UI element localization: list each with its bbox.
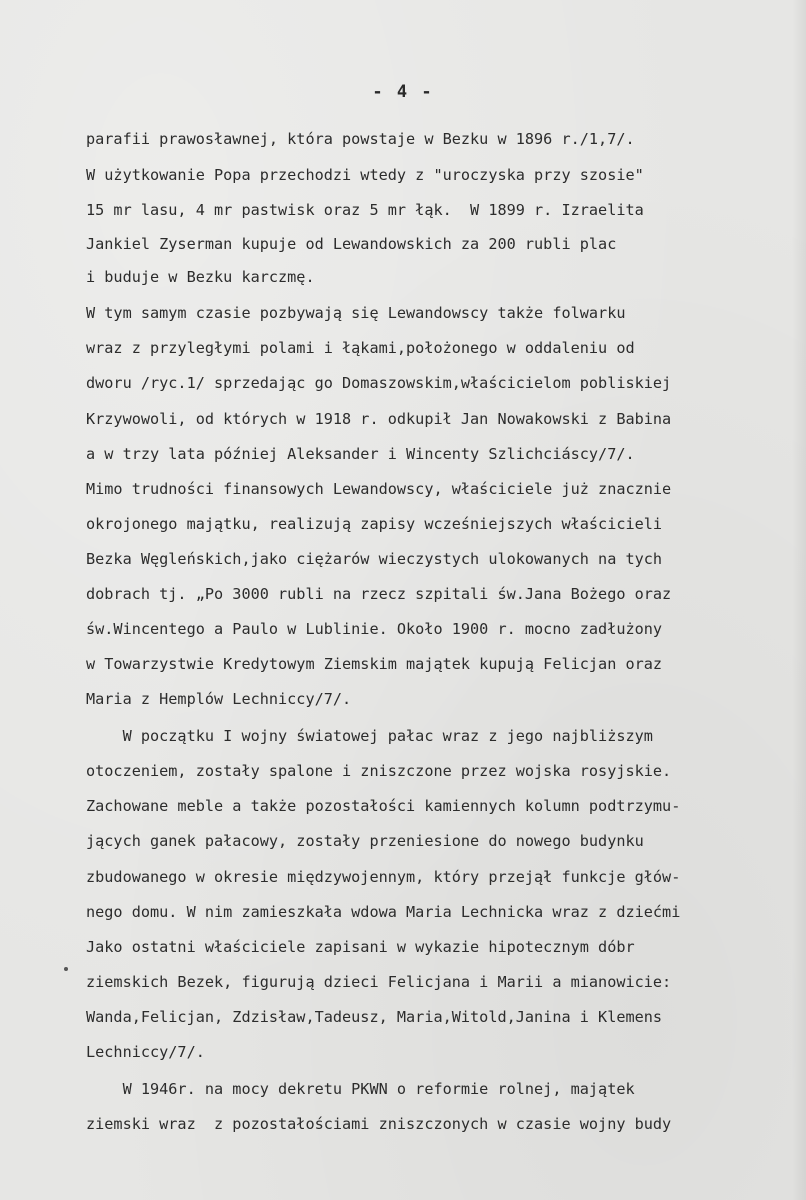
text-line-21: jących ganek pałacowy, zostały przeniesione do nowego budynku bbox=[86, 832, 644, 850]
text-line-7: wraz z przyległymi polami i łąkami,położonego w oddaleniu od bbox=[86, 339, 635, 357]
text-line-16: w Towarzystwie Kredytowym Ziemskim majątek kupują Felicjan oraz bbox=[86, 655, 663, 673]
text-line-8: dworu /ryc.1/ sprzedając go Domaszowskim,właścicielom pobliskiej bbox=[86, 374, 672, 392]
text-line-10: a w trzy lata później Aleksander i Wincenty Szlichciáscy/7/. bbox=[86, 445, 635, 463]
text-line-2: W użytkowanie Popa przechodzi wtedy z "uroczyska przy szosie" bbox=[86, 166, 644, 184]
text-line-18: W początku I wojny światowej pałac wraz z jego najbliższym bbox=[86, 727, 653, 745]
text-line-28: W 1946r. na mocy dekretu PKWN o reformie rolnej, majątek bbox=[86, 1080, 635, 1098]
text-line-17: Maria z Hemplów Lechniccy/7/. bbox=[86, 690, 352, 708]
text-line-20: Zachowane meble a także pozostałości kamiennych kolumn podtrzymu- bbox=[86, 797, 681, 815]
text-line-13: Bezka Węgleńskich,jako ciężarów wieczystych ulokowanych na tych bbox=[86, 550, 663, 568]
text-line-6: W tym samym czasie pozbywają się Lewandowscy także folwarku bbox=[86, 304, 626, 322]
text-line-22: zbudowanego w okresie międzywojennym, który przejął funkcje głów- bbox=[86, 868, 681, 886]
page-number: - 4 - bbox=[372, 82, 434, 102]
margin-dot-mark bbox=[64, 967, 68, 971]
text-line-26: Wanda,Felicjan, Zdzisław,Tadeusz, Maria,Witold,Janina i Klemens bbox=[86, 1008, 663, 1026]
text-line-11: Mimo trudności finansowych Lewandowscy, właściciele już znacznie bbox=[86, 480, 672, 498]
text-line-4: Jankiel Zyserman kupuje od Lewandowskich za 200 rubli plac bbox=[86, 235, 617, 253]
text-line-19: otoczeniem, zostały spalone i zniszczone przez wojska rosyjskie. bbox=[86, 762, 672, 780]
text-line-9: Krzywowoli, od których w 1918 r. odkupił Jan Nowakowski z Babina bbox=[86, 410, 672, 428]
text-line-14: dobrach tj. „Po 3000 rubli na rzecz szpitali św.Jana Bożego oraz bbox=[86, 585, 672, 603]
text-line-15: św.Wincentego a Paulo w Lublinie. Około 1900 r. mocno zadłużony bbox=[86, 620, 663, 638]
text-line-27: Lechniccy/7/. bbox=[86, 1043, 205, 1061]
page-edge-shadow bbox=[792, 0, 806, 1200]
text-line-25: ziemskich Bezek, figurują dzieci Felicjana i Marii a mianowicie: bbox=[86, 973, 672, 991]
text-line-5: i buduje w Bezku karczmę. bbox=[86, 268, 315, 286]
text-line-24: Jako ostatni właściciele zapisani w wykazie hipotecznym dóbr bbox=[86, 938, 635, 956]
text-line-3: 15 mr lasu, 4 mr pastwisk oraz 5 mr łąk. W 1899 r. Izraelita bbox=[86, 201, 644, 219]
text-line-1: parafii prawosławnej, która powstaje w Bezku w 1896 r./1,7/. bbox=[86, 130, 635, 148]
text-line-23: nego domu. W nim zamieszkała wdowa Maria Lechnicka wraz z dziećmi bbox=[86, 903, 681, 921]
text-line-29: ziemski wraz z pozostałościami zniszczonych w czasie wojny budy bbox=[86, 1115, 672, 1133]
text-line-12: okrojonego majątku, realizują zapisy wcześniejszych właścicieli bbox=[86, 515, 663, 533]
